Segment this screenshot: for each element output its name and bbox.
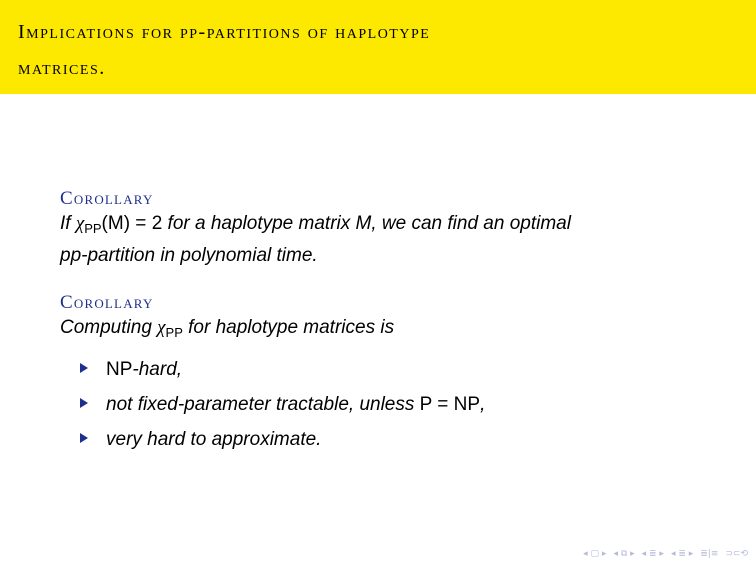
bullet-item-3 <box>60 422 720 457</box>
text-if: If <box>60 213 76 234</box>
hard-text: -hard, <box>132 359 183 380</box>
corollary-1-line-1 <box>60 210 720 242</box>
text-computing: Computing <box>60 317 158 338</box>
text-rest-1: for a haplotype matrix <box>162 213 356 234</box>
slide-title-line2: matrices. <box>18 57 106 79</box>
slide-title <box>18 14 738 86</box>
bullet-triangle-icon <box>80 398 88 408</box>
np-text-2: NP <box>453 394 481 415</box>
bullet-list <box>60 352 720 457</box>
chi-symbol-2: χ <box>157 317 166 338</box>
equals-sign-2: = <box>432 394 454 415</box>
corollary-block-1 <box>60 188 720 269</box>
bullet-item-2 <box>60 387 720 422</box>
nav-frame-icon[interactable]: ◂ ▢ ▸ <box>583 549 607 559</box>
bullet-item-1 <box>60 352 720 387</box>
chi-symbol: χ <box>75 213 85 234</box>
chi-subscript: PP <box>84 221 102 236</box>
equals-sign: = <box>130 213 152 234</box>
value-two: 2 <box>151 213 163 234</box>
text-intro-rest: for haplotype matrices is <box>182 317 395 338</box>
p-text: P <box>419 394 433 415</box>
fpt-text: not fixed-parameter tractable, unless <box>106 394 420 415</box>
corollary-2-intro <box>60 314 720 346</box>
bullet-triangle-icon <box>80 433 88 443</box>
slide-title-line1: Implications for pp-partitions of haplotype <box>18 21 431 43</box>
nav-section-icon[interactable]: ◂ ≣ ▸ <box>641 549 664 559</box>
corollary-block-2 <box>60 292 720 457</box>
corollary-heading-2: Corollary <box>60 292 154 313</box>
title-bar <box>0 0 756 94</box>
corollary-1-line-2: pp-partition in polynomial time. <box>60 245 318 266</box>
paren-m: (M) <box>101 213 131 234</box>
nav-search-icon[interactable]: ⊃⊂⟲ <box>725 549 748 559</box>
nav-subsection-list-icon[interactable]: ◂ ≣ ▸ <box>670 549 694 559</box>
corollary-heading-1: Corollary <box>60 188 154 209</box>
text-rest-1b: , we can find an optimal <box>371 213 571 234</box>
chi-subscript-2: PP <box>165 325 183 340</box>
beamer-navigation-bar <box>583 549 748 559</box>
approx-text: very hard to approximate. <box>106 429 322 450</box>
nav-subsection-icon[interactable]: ◂ ⧉ ▸ <box>613 549 635 559</box>
corollary-body-1 <box>60 210 720 269</box>
nav-align-icon[interactable]: ≣|≡ <box>700 549 719 559</box>
matrix-m: M <box>355 213 372 234</box>
bullet-triangle-icon <box>80 363 88 373</box>
corollary-body-2 <box>60 314 720 346</box>
comma-text: , <box>480 394 486 415</box>
np-text: NP <box>106 359 133 380</box>
